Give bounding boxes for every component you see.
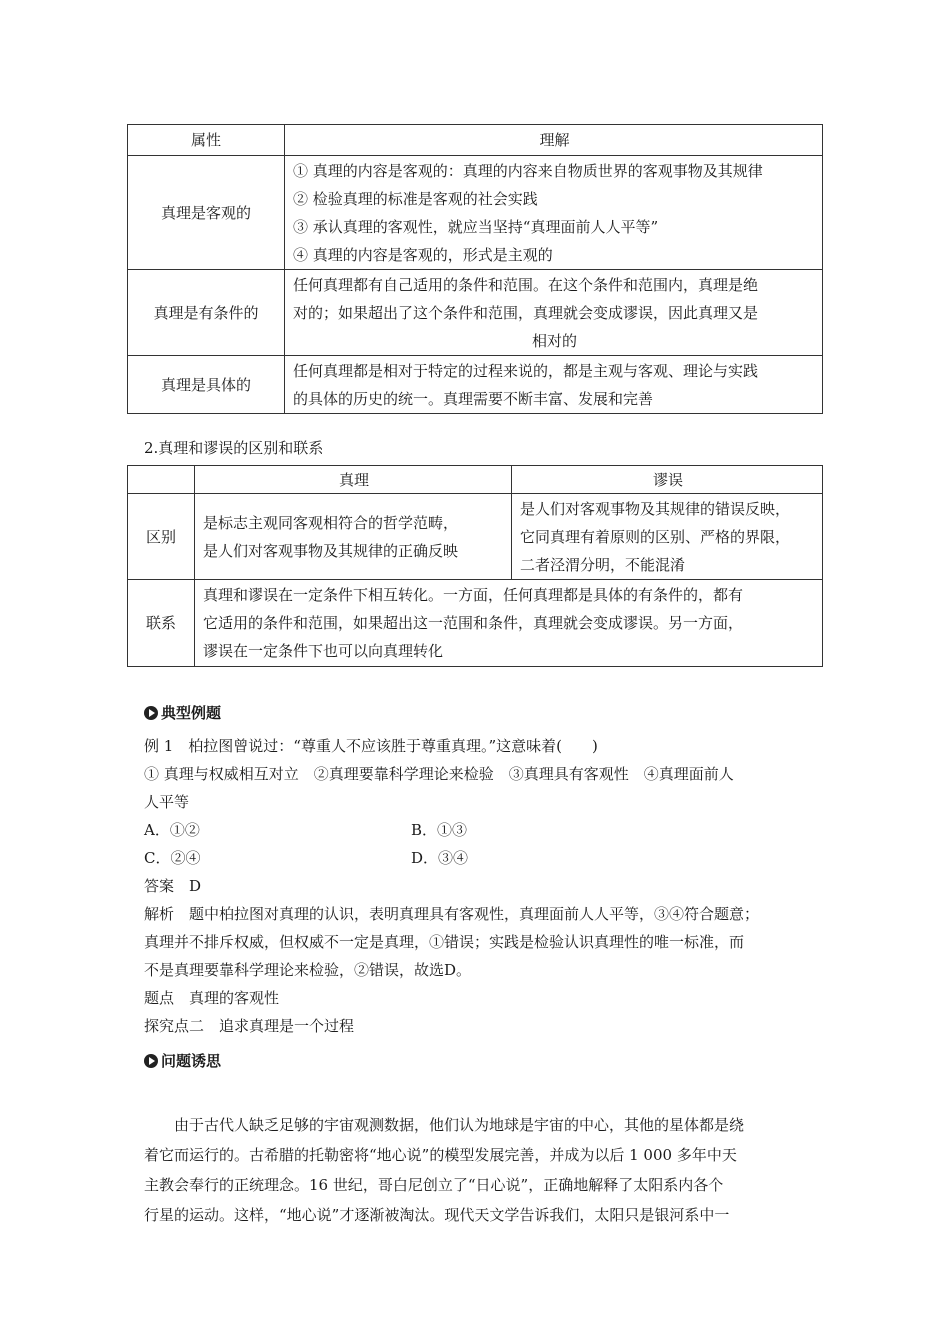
choice-d: D．③④ [411, 849, 469, 867]
table-cell: 联系 [128, 580, 195, 667]
analysis-text: 解析 题中柏拉图对真理的认识，表明真理具有客观性，真理面前人人平等，③④符合题意； [144, 905, 760, 923]
table-cell: 区别 [128, 494, 195, 580]
table-cell: 真理和谬误在一定条件下相互转化。一方面，任何真理都是具体的有条件的，都有 它适用的条件和范围，如果超出这一范围和条件，真理就会变成谬误。另一方面， 谬误在一定条件下也可以向真理转化 [195, 580, 823, 667]
topic-text: 题点 真理的客观性 [144, 989, 280, 1007]
truth-attributes-table [127, 124, 823, 414]
table-cell: ① 真理的内容是客观的：真理的内容来自物质世界的客观事物及其规律 ② 检验真理的标准是客观的社会实践 ③ 承认真理的客观性，就应当坚持“真理面前人人平等” ④ 真理的内容是客观的，形式是主观的 [285, 156, 823, 270]
table-cell: 任何真理都是相对于特定的过程来说的，都是主观与客观、理论与实践 的具体的历史的统一。真理需要不断丰富、发展和完善 [285, 356, 823, 414]
table-cell: 真理是具体的 [128, 356, 285, 414]
table-header: 谬误 [512, 466, 823, 494]
truth-error-table [127, 465, 823, 667]
question-text: 例 1 柏拉图曾说过：“尊重人不应该胜于尊重真理。”这意味着( ) [144, 737, 598, 755]
inquiry-paragraph: 由于古代人缺乏足够的宇宙观测数据，他们认为地球是宇宙的中心，其他的星体都是绕 着它而运行的。古希腊的托勒密将“地心说”的模型发展完善，并成为以后 1 000 多年中天 主教会奉行的正统理念。16 世纪，哥白尼创立了“日心说”，正确地解释了太阳系内各个 行星的运动。这样，“地心说”才逐渐被淘汰。现代天文学告诉我们，太阳只是银河系中一 [144, 1116, 745, 1224]
section-heading-examples: 典型例题 [144, 702, 221, 724]
section-heading-inquiry: 问题诱思 [144, 1050, 221, 1072]
table-cell: 真理是客观的 [128, 156, 285, 270]
table-cell: 是人们对客观事物及其规律的错误反映， 它同真理有着原则的区别、严格的界限， 二者泾渭分明，不能混淆 [512, 494, 823, 580]
table-header: 真理 [195, 466, 512, 494]
analysis-text: 真理并不排斥权威，但权威不一定是真理，①错误；实践是检验认识真理性的唯一标准，而 [144, 933, 745, 951]
play-circle-icon [144, 706, 158, 720]
choice-a: A．①② [144, 821, 200, 839]
options-text: 人平等 [144, 793, 190, 811]
inquiry-point-title: 探究点二 追求真理是一个过程 [144, 1017, 355, 1035]
play-circle-icon [144, 1054, 158, 1068]
choice-b: B．①③ [411, 821, 468, 839]
table-cell: 真理是有条件的 [128, 270, 285, 356]
table-header: 理解 [285, 125, 823, 156]
table-cell: 是标志主观同客观相符合的哲学范畴， 是人们对客观事物及其规律的正确反映 [195, 494, 512, 580]
choice-c: C．②④ [144, 849, 201, 867]
answer-text: 答案 D [144, 877, 202, 895]
table-header [128, 466, 195, 494]
options-text: ① 真理与权威相互对立 ②真理要靠科学理论来检验 ③真理具有客观性 ④真理面前人 [144, 765, 734, 783]
section-title: 2.真理和谬误的区别和联系 [144, 439, 324, 457]
analysis-text: 不是真理要靠科学理论来检验，②错误，故选D。 [144, 961, 472, 979]
table-cell: 任何真理都有自己适用的条件和范围。在这个条件和范围内，真理是绝 对的；如果超出了这个条件和范围，真理就会变成谬误，因此真理又是 相对的 [285, 270, 823, 356]
table-header: 属性 [128, 125, 285, 156]
